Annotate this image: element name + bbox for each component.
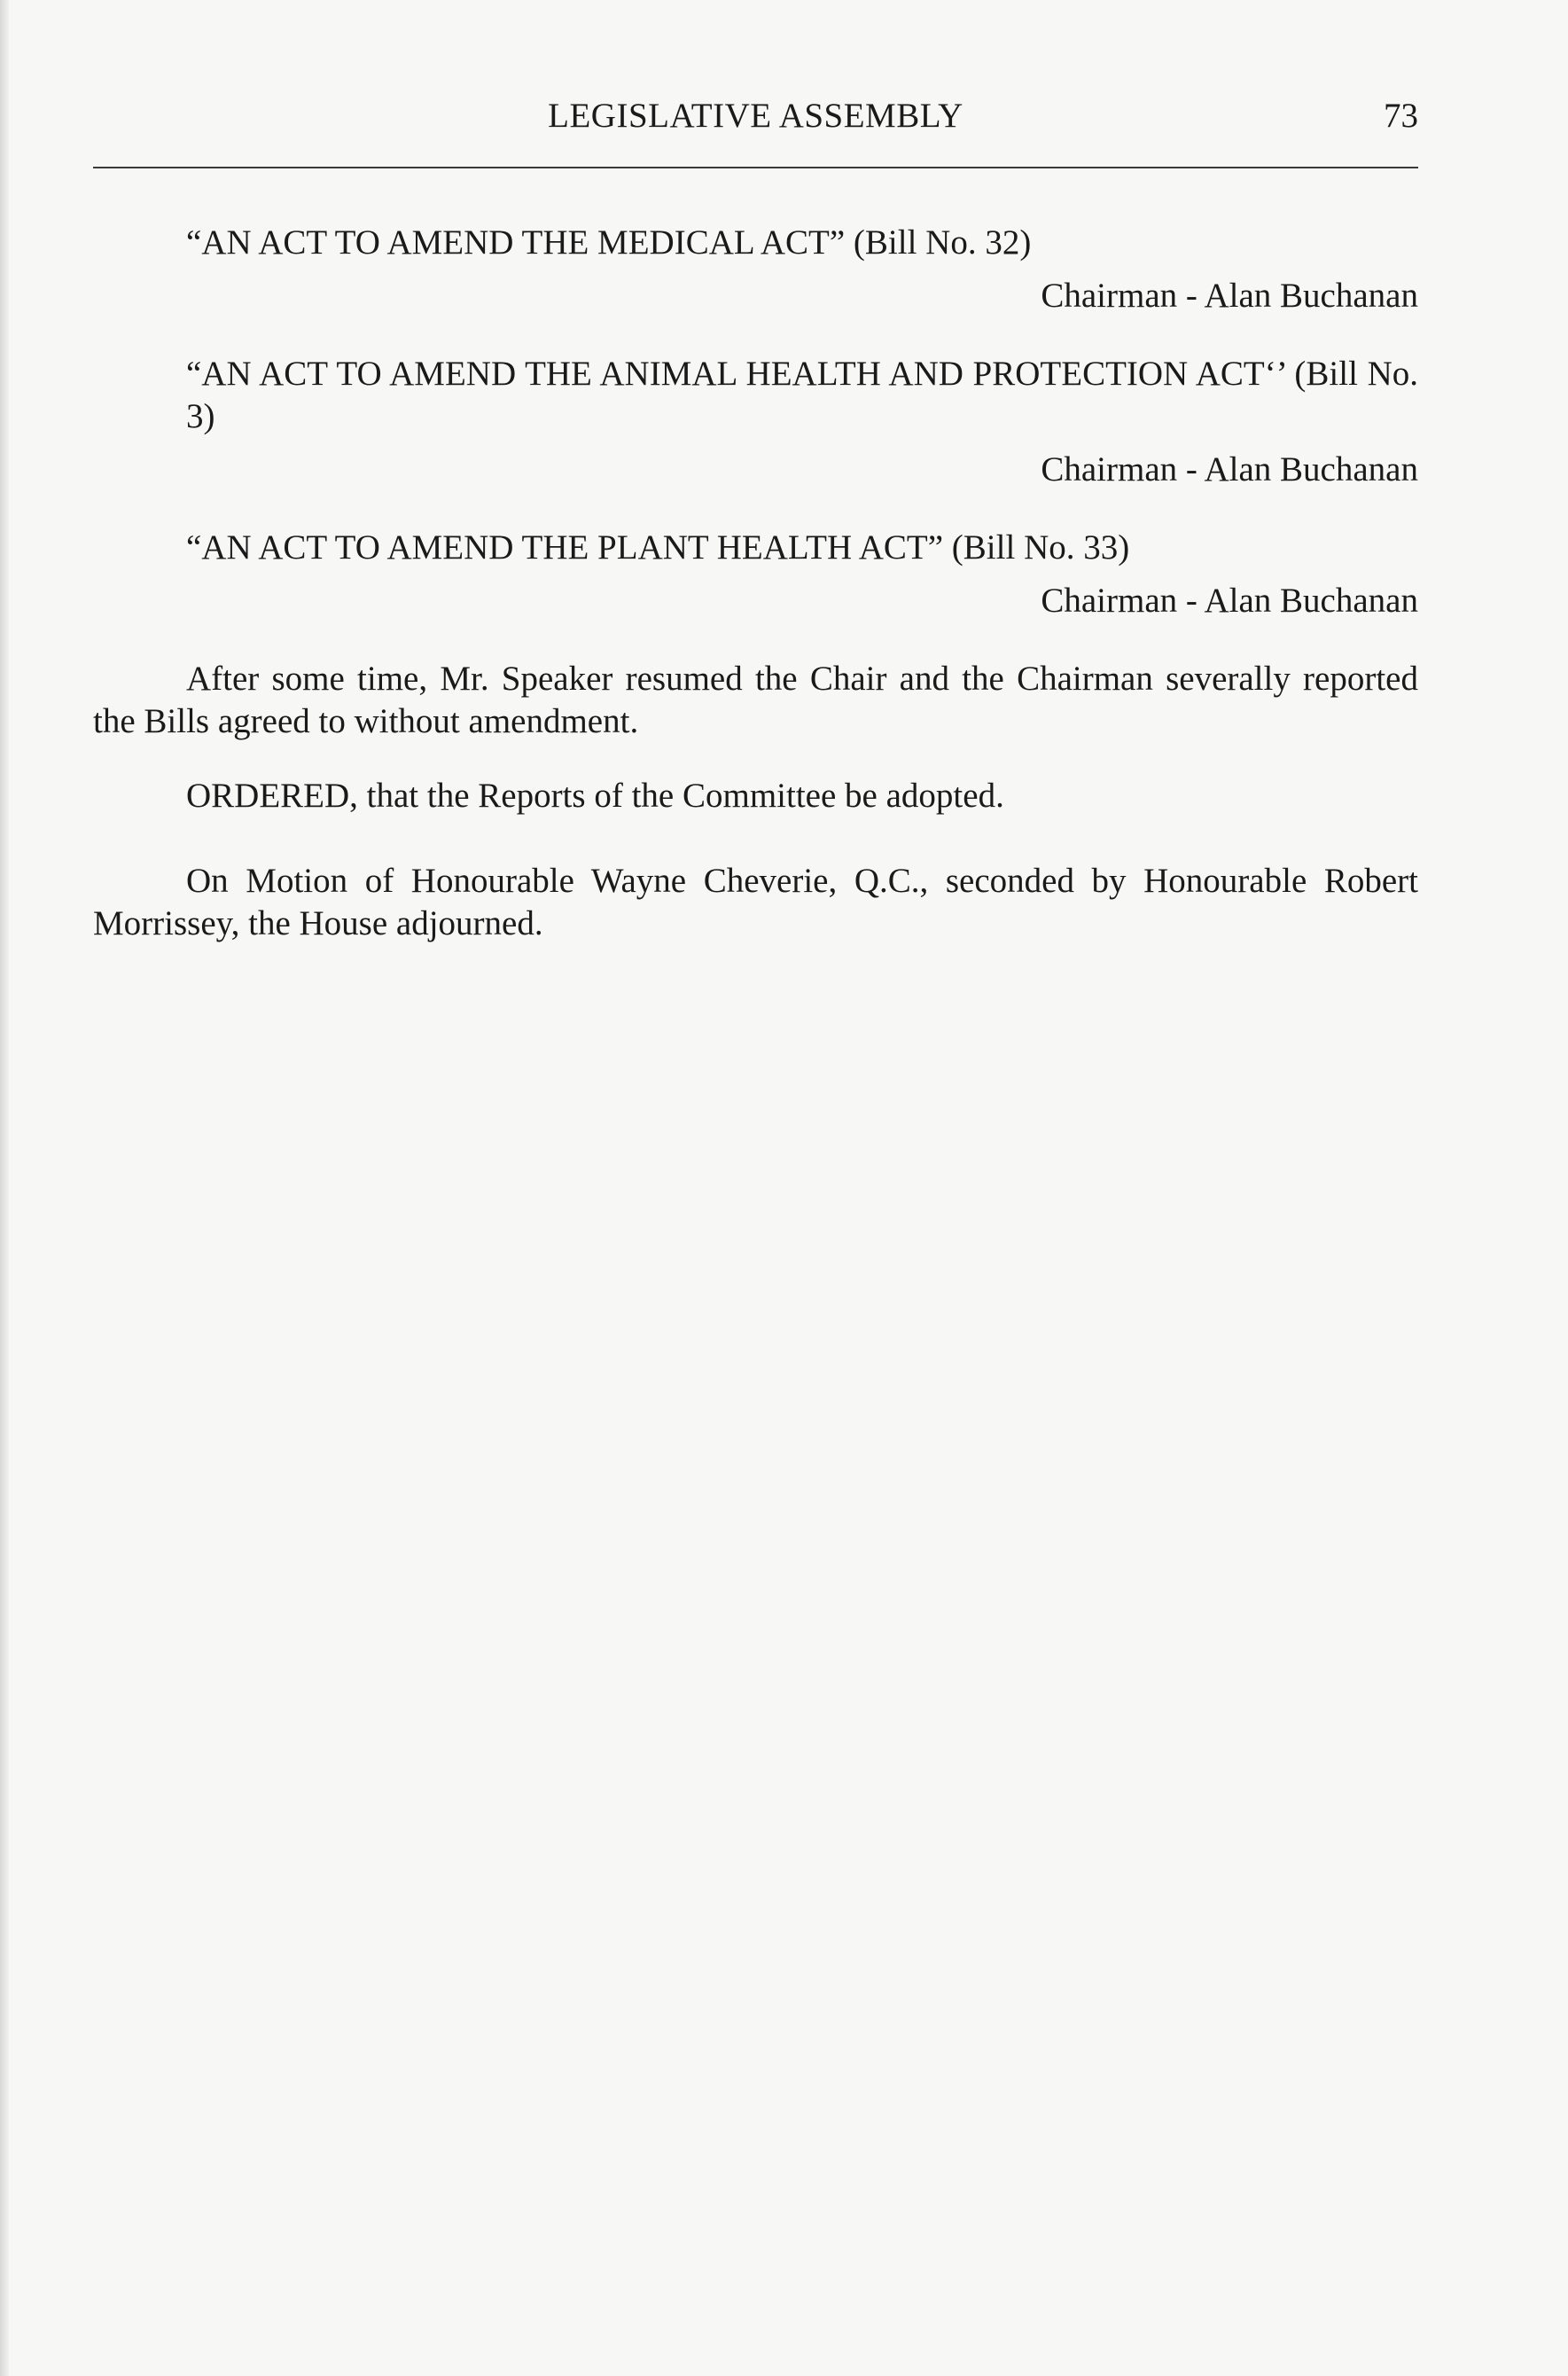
bill-entry-animal-health [93,353,1418,491]
bill-entry-medical [93,222,1418,317]
header-title: LEGISLATIVE ASSEMBLY [548,97,963,135]
chairman-line: Chairman - Alan Buchanan [1041,450,1418,488]
act-title: “AN ACT TO AMEND THE PLANT HEALTH ACT” (Bill No. 33) [186,528,1130,567]
chairman-line: Chairman - Alan Buchanan [1041,582,1418,620]
page-number: 73 [1384,97,1418,135]
header-rule [93,167,1418,168]
adjournment-paragraph: On Motion of Honourable Wayne Cheverie, Q.C., seconded by Honourable Robert Morrissey, the House adjourned. [93,862,1418,942]
act-title: “AN ACT TO AMEND THE ANIMAL HEALTH AND PROTECTION ACT‘’ (Bill No. 3) [186,355,1418,435]
page-header [93,96,1418,149]
page-edge [0,0,9,2376]
bill-entry-plant-health [93,527,1418,622]
report-paragraph: After some time, Mr. Speaker resumed the Chair and the Chairman severally reported the Bills agreed to without amendment. [93,660,1418,740]
act-title: “AN ACT TO AMEND THE MEDICAL ACT” (Bill No. 32) [186,223,1032,262]
document-body [93,222,1418,977]
ordered-paragraph: ORDERED, that the Reports of the Committee be adopted. [186,777,1004,815]
chairman-line: Chairman - Alan Buchanan [1041,277,1418,315]
